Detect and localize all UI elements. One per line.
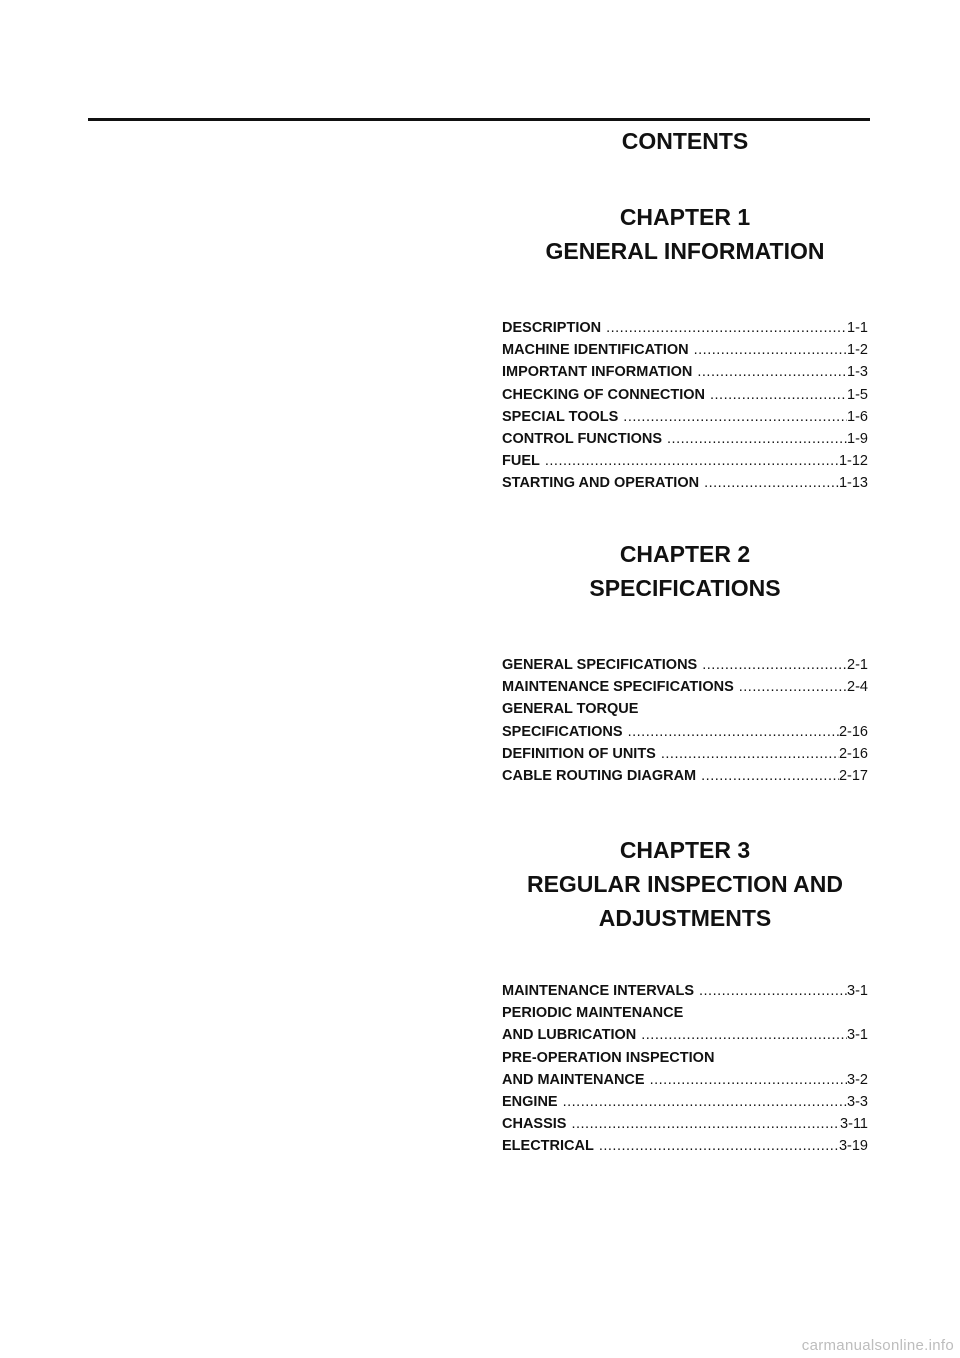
toc-entry[interactable]: CHASSIS ..... 3-11 <box>502 1113 868 1135</box>
chapter-1-heading <box>502 200 868 268</box>
toc-entry-line1[interactable]: GENERAL TORQUE <box>502 701 639 718</box>
contents-title: CONTENTS <box>621 128 749 154</box>
toc-entry[interactable]: ELECTRICAL ..... 3-19 <box>502 1135 868 1157</box>
toc-entry[interactable]: CHECKING OF CONNECTION ..... 1-5 <box>502 384 868 406</box>
chapter-title-line2: ADJUSTMENTS <box>598 905 772 931</box>
toc-entry[interactable]: SPECIAL TOOLS ..... 1-6 <box>502 406 868 428</box>
toc-entry[interactable]: CONTROL FUNCTIONS ..... 1-9 <box>502 428 868 450</box>
chapter-1-toc <box>502 317 868 495</box>
toc-entry[interactable]: STARTING AND OPERATION ..... 1-13 <box>502 472 868 494</box>
chapter-number: CHAPTER 1 <box>619 204 751 230</box>
toc-entry[interactable]: AND LUBRICATION ..... 3-1 <box>502 1024 868 1046</box>
chapter-2-heading <box>502 537 868 605</box>
watermark: carmanualsonline.info <box>801 1337 954 1354</box>
chapter-number: CHAPTER 3 <box>619 837 751 863</box>
toc-entry[interactable]: FUEL ..... 1-12 <box>502 450 868 472</box>
toc-entry[interactable]: CABLE ROUTING DIAGRAM ..... 2-17 <box>502 765 868 787</box>
toc-entry[interactable]: AND MAINTENANCE ..... 3-2 <box>502 1069 868 1091</box>
chapter-2-toc <box>502 654 868 787</box>
toc-entry[interactable]: DESCRIPTION ..... 1-1 <box>502 317 868 339</box>
toc-entry[interactable]: IMPORTANT INFORMATION ..... 1-3 <box>502 361 868 383</box>
chapter-3-heading <box>502 833 868 935</box>
chapter-3-toc <box>502 980 868 1158</box>
toc-entry[interactable]: MAINTENANCE INTERVALS ..... 3-1 <box>502 980 868 1002</box>
top-rule <box>88 118 870 121</box>
toc-entry[interactable]: MAINTENANCE SPECIFICATIONS ..... 2-4 <box>502 676 868 698</box>
toc-entry[interactable]: SPECIFICATIONS ..... 2-16 <box>502 721 868 743</box>
chapter-title: GENERAL INFORMATION <box>545 238 825 264</box>
chapter-title: SPECIFICATIONS <box>589 575 781 601</box>
toc-entry-line1[interactable]: PERIODIC MAINTENANCE <box>502 1005 684 1022</box>
toc-entry[interactable]: ENGINE ..... 3-3 <box>502 1091 868 1113</box>
toc-entry[interactable]: DEFINITION OF UNITS ..... 2-16 <box>502 743 868 765</box>
chapter-number: CHAPTER 2 <box>619 541 751 567</box>
toc-entry[interactable]: MACHINE IDENTIFICATION ..... 1-2 <box>502 339 868 361</box>
toc-entry[interactable]: GENERAL SPECIFICATIONS ..... 2-1 <box>502 654 868 676</box>
chapter-title: REGULAR INSPECTION AND <box>526 871 844 897</box>
toc-entry-line1[interactable]: PRE-OPERATION INSPECTION <box>502 1049 715 1066</box>
